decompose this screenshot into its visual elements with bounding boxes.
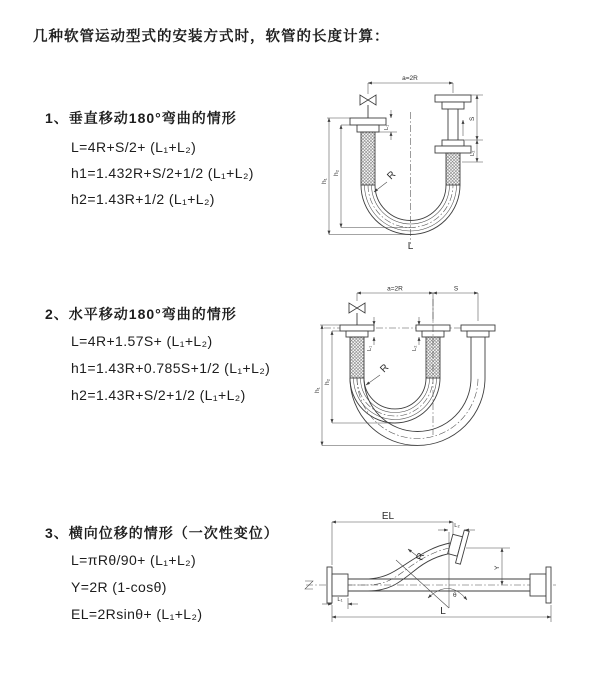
dim-h1-label: h₁ bbox=[321, 178, 328, 184]
section-2-formula-h1: h1=1.43R+0.785S+1/2 (L₁+L₂) bbox=[71, 360, 271, 376]
dim-l2-label: L₂ bbox=[470, 150, 476, 156]
page-title: 几种软管运动型式的安装方式时，软管的长度计算： bbox=[33, 29, 390, 45]
section-3-heading: 3、横向位移的情形（一次性变位） bbox=[45, 525, 279, 541]
section-3-formula-EL: EL=2Rsinθ+ (L₁+L₂) bbox=[71, 606, 203, 622]
flange bbox=[442, 102, 464, 109]
flange bbox=[442, 140, 464, 146]
radius-label: R bbox=[414, 551, 428, 563]
flange-row bbox=[340, 325, 495, 337]
dim-y-label: Y bbox=[494, 565, 501, 570]
section-3-formula-L: L=πRθ/90+ (L₁+L₂) bbox=[71, 552, 197, 568]
section-1-heading: 1、垂直移动180°弯曲的情形 bbox=[45, 110, 237, 126]
flange bbox=[350, 118, 386, 125]
flange bbox=[435, 95, 471, 102]
flange bbox=[332, 574, 348, 596]
dim-l2-label: L₂ bbox=[454, 523, 460, 529]
hatched-hose-leg bbox=[446, 153, 460, 185]
length-label: L bbox=[407, 241, 414, 252]
section-2-formula-L: L=4R+1.57S+ (L₁+L₂) bbox=[71, 333, 213, 349]
dim-s-label: S bbox=[453, 285, 459, 293]
tilted-flange bbox=[446, 528, 469, 565]
dim-s-label: S bbox=[469, 116, 476, 121]
section-1-formula-h1: h1=1.432R+S/2+1/2 (L₁+L₂) bbox=[71, 165, 254, 181]
section-1-formula-L: L=4R+S/2+ (L₁+L₂) bbox=[71, 139, 197, 155]
moved-hose-outer bbox=[350, 378, 485, 445]
dim-l1-label: L₁ bbox=[367, 345, 373, 351]
valve-icon bbox=[360, 95, 376, 105]
dim-h2-label: h₂ bbox=[324, 378, 331, 385]
hatched-hose-leg bbox=[361, 132, 375, 185]
flange bbox=[546, 567, 551, 603]
dim-l2-label: L₂ bbox=[412, 345, 418, 351]
flange bbox=[327, 567, 332, 603]
flange bbox=[530, 574, 546, 596]
dim-el-label: EL bbox=[381, 511, 395, 522]
dim-h2-label: h₂ bbox=[333, 169, 340, 176]
hose-bend-inner bbox=[364, 378, 426, 409]
section-3-formula-Y: Y=2R (1-cosθ) bbox=[71, 579, 167, 595]
hose-upper-wall bbox=[348, 543, 450, 579]
hatched-hose-leg bbox=[350, 337, 364, 378]
dim-l1-label: L₁ bbox=[384, 124, 390, 130]
valve-icon bbox=[349, 303, 365, 313]
section-2-formula-h2: h2=1.43R+S/2+1/2 (L₁+L₂) bbox=[71, 387, 246, 403]
hose-lower-wall bbox=[348, 553, 453, 591]
flange bbox=[435, 146, 471, 153]
flange bbox=[357, 125, 379, 132]
dim-l-label: L bbox=[440, 606, 446, 617]
lateral-displacement-diagram bbox=[298, 512, 578, 654]
section-1-formula-h2: h2=1.43R+1/2 (L₁+L₂) bbox=[71, 191, 215, 207]
radius-label: R bbox=[385, 169, 399, 183]
dim-l1-label: L₁ bbox=[337, 597, 343, 603]
dim-a-label: a=2R bbox=[387, 285, 403, 293]
radius-label: R bbox=[378, 362, 392, 376]
horizontal-bend-diagram bbox=[310, 283, 502, 455]
hose-bend-outer bbox=[350, 378, 440, 423]
section-2-heading: 2、水平移动180°弯曲的情形 bbox=[45, 306, 237, 322]
dim-h1-label: h₁ bbox=[314, 387, 321, 393]
dim-a-label: a=2R bbox=[402, 75, 418, 82]
vertical-bend-diagram bbox=[315, 72, 505, 270]
angle-label: θ bbox=[453, 592, 457, 599]
